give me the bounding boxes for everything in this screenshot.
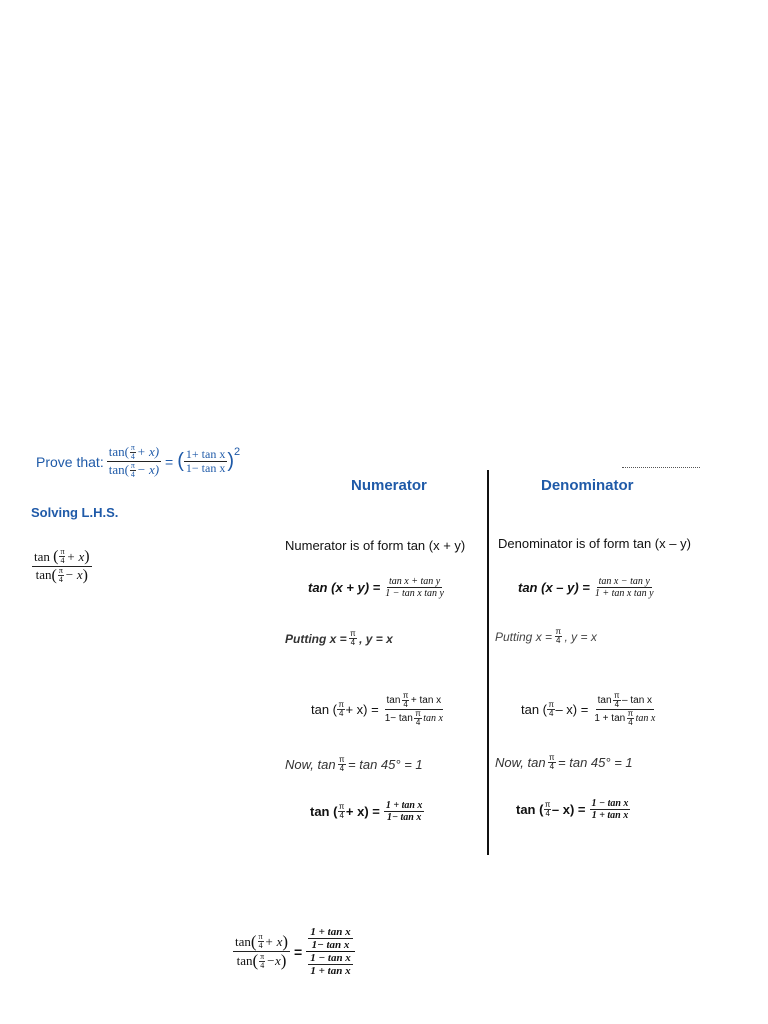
prove-label: Prove that:	[36, 453, 104, 470]
numerator-expansion: tan ( $\frac{\pi}{4}$ + x) = tan $\frac{\pi}{4}$ + tan x 1− tan $\frac{\pi}{4}$ tan x	[311, 691, 443, 727]
top-right-dotted-line	[622, 467, 700, 468]
numerator-form: Numerator is of form tan (x + y)	[285, 538, 466, 553]
lhs-expression: tan ( $\frac{\pi}{4}$ + x ) tan ( $\frac{\pi}{4}$ − x )	[34, 547, 90, 584]
denominator-form: Denominator is of form tan (x – y)	[498, 536, 691, 551]
denominator-result: tan ( $\frac{\pi}{4}$ – x) = $\frac{\text{1 − tan x}}{\text{1 + tan x}}$	[516, 798, 629, 821]
column-divider	[487, 470, 489, 855]
prove-lhs-fraction: tan( $\frac{\pi}{4}$ + x) tan( $\frac{\pi}{4}$ − x)	[108, 443, 160, 479]
denominator-identity: tan (x – y) = $\frac{\text{tan x − tan y}}{\text{1 + tan x tan y}}$	[518, 576, 654, 599]
numerator-putting: Putting x = $\frac{\pi}{4}$ , y = x	[285, 629, 393, 647]
prove-statement: Prove that: tan( $\frac{\pi}{4}$ + x) tan( $\frac{\pi}{4}$ − x) = ( $\frac{\text{1+ tan x}}{\text{1− tan x}}$ ) 2	[36, 443, 241, 479]
numerator-heading: Numerator	[351, 477, 427, 494]
final-expression: tan ( $\frac{\pi}{4}$ + x ) tan ( $\frac{\pi}{4}$ −x ) = $\frac{\frac{\text{1 + tan x}}{\text{1− tan x}}}{\frac{\text{1 − tan x}}{\text{1 + tan x}}}$	[233, 926, 355, 977]
prove-exponent: 2	[234, 446, 241, 458]
numerator-now: Now, tan $\frac{\pi}{4}$ = tan 45° = 1	[285, 755, 423, 773]
numerator-identity: tan (x + y) = $\frac{\text{tan x + tan y}}{\text{1 − tan x tan y}}$	[308, 576, 444, 599]
denominator-heading: Denominator	[541, 477, 634, 494]
numerator-result: tan ( $\frac{\pi}{4}$ + x) = $\frac{\text{1 + tan x}}{\text{1− tan x}}$	[310, 800, 423, 823]
solving-heading: Solving L.H.S.	[31, 505, 119, 520]
denominator-now: Now, tan $\frac{\pi}{4}$ = tan 45° = 1	[495, 753, 633, 771]
prove-rhs-fraction: $\frac{\text{1+ tan x}}{\text{1− tan x}}$	[185, 446, 226, 475]
denominator-putting: Putting x = $\frac{\pi}{4}$ , y = x	[495, 627, 597, 645]
denominator-expansion: tan ( $\frac{\pi}{4}$ – x) = tan $\frac{\pi}{4}$ – tan x 1 + tan $\frac{\pi}{4}$ tan x	[521, 691, 656, 727]
